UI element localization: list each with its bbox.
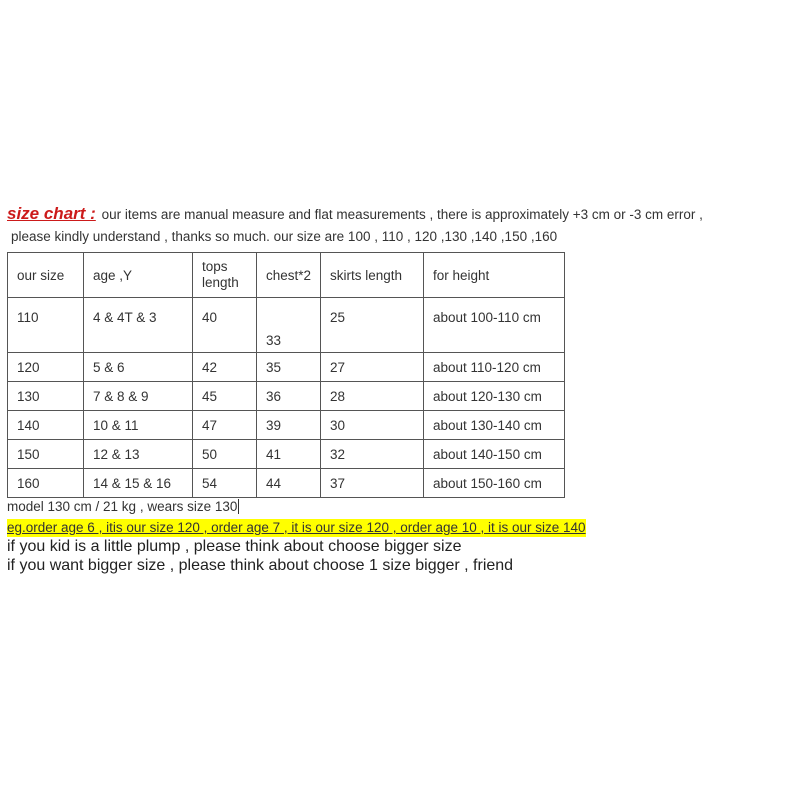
header-our-size: our size [8, 253, 84, 298]
cell-our-size: 160 [8, 469, 84, 498]
table-header-row [8, 253, 565, 298]
cell-for-height: about 100-110 cm [424, 298, 565, 353]
table-row [8, 353, 565, 382]
cell-tops-length: 47 [193, 411, 257, 440]
cell-age: 4 & 4T & 3 [84, 298, 193, 353]
cell-for-height: about 140-150 cm [424, 440, 565, 469]
cell-our-size: 110 [8, 298, 84, 353]
cell-chest: 39 [257, 411, 321, 440]
notes-section [7, 497, 797, 575]
cell-age: 7 & 8 & 9 [84, 382, 193, 411]
cell-for-height: about 130-140 cm [424, 411, 565, 440]
intro-line-1 [7, 203, 797, 226]
cell-tops-length: 45 [193, 382, 257, 411]
text-cursor [238, 499, 239, 514]
highlighted-order-note: eg.order age 6 , itis our size 120 , order age 7 , it is our size 120 , order age 10 , it is our size 140 [7, 520, 586, 535]
cell-age: 5 & 6 [84, 353, 193, 382]
table-row [8, 411, 565, 440]
cell-skirts-length: 30 [321, 411, 424, 440]
model-note-line [7, 497, 797, 517]
intro-line-2: please kindly understand , thanks so much. our size are 100 , 110 , 120 ,130 ,140 ,150 ,160 [11, 229, 558, 244]
cell-tops-length: 50 [193, 440, 257, 469]
intro-text-1: our items are manual measure and flat measurements , there is approximately +3 cm or -3 cm error , [97, 207, 703, 222]
table-row [8, 440, 565, 469]
cell-age: 14 & 15 & 16 [84, 469, 193, 498]
header-chest: chest*2 [257, 253, 321, 298]
header-age: age ,Y [84, 253, 193, 298]
cell-tops-length: 40 [193, 298, 257, 353]
cell-skirts-length: 25 [321, 298, 424, 353]
model-note: model 130 cm / 21 kg , wears size 130 [7, 499, 238, 514]
bigger-size-note: if you want bigger size , please think about choose 1 size bigger , friend [7, 557, 514, 574]
plump-note: if you kid is a little plump , please think about choose bigger size [7, 538, 462, 555]
cell-age: 12 & 13 [84, 440, 193, 469]
cell-chest: 41 [257, 440, 321, 469]
cell-for-height: about 150-160 cm [424, 469, 565, 498]
table-row [8, 469, 565, 498]
cell-chest: 36 [257, 382, 321, 411]
size-table [7, 252, 565, 498]
cell-skirts-length: 28 [321, 382, 424, 411]
header-skirts-length: skirts length [321, 253, 424, 298]
cell-chest: 33 [257, 298, 321, 353]
cell-for-height: about 110-120 cm [424, 353, 565, 382]
cell-skirts-length: 37 [321, 469, 424, 498]
cell-our-size: 130 [8, 382, 84, 411]
cell-tops-length: 42 [193, 353, 257, 382]
table-row [8, 382, 565, 411]
cell-tops-length: 54 [193, 469, 257, 498]
cell-skirts-length: 27 [321, 353, 424, 382]
cell-for-height: about 120-130 cm [424, 382, 565, 411]
size-chart-title: size chart : [7, 204, 96, 223]
cell-chest: 35 [257, 353, 321, 382]
cell-our-size: 140 [8, 411, 84, 440]
cell-age: 10 & 11 [84, 411, 193, 440]
cell-our-size: 120 [8, 353, 84, 382]
cell-our-size: 150 [8, 440, 84, 469]
cell-skirts-length: 32 [321, 440, 424, 469]
header-tops-length: tops length [193, 253, 257, 298]
table-row [8, 298, 565, 353]
cell-chest: 44 [257, 469, 321, 498]
intro-paragraph [7, 203, 797, 248]
header-for-height: for height [424, 253, 565, 298]
